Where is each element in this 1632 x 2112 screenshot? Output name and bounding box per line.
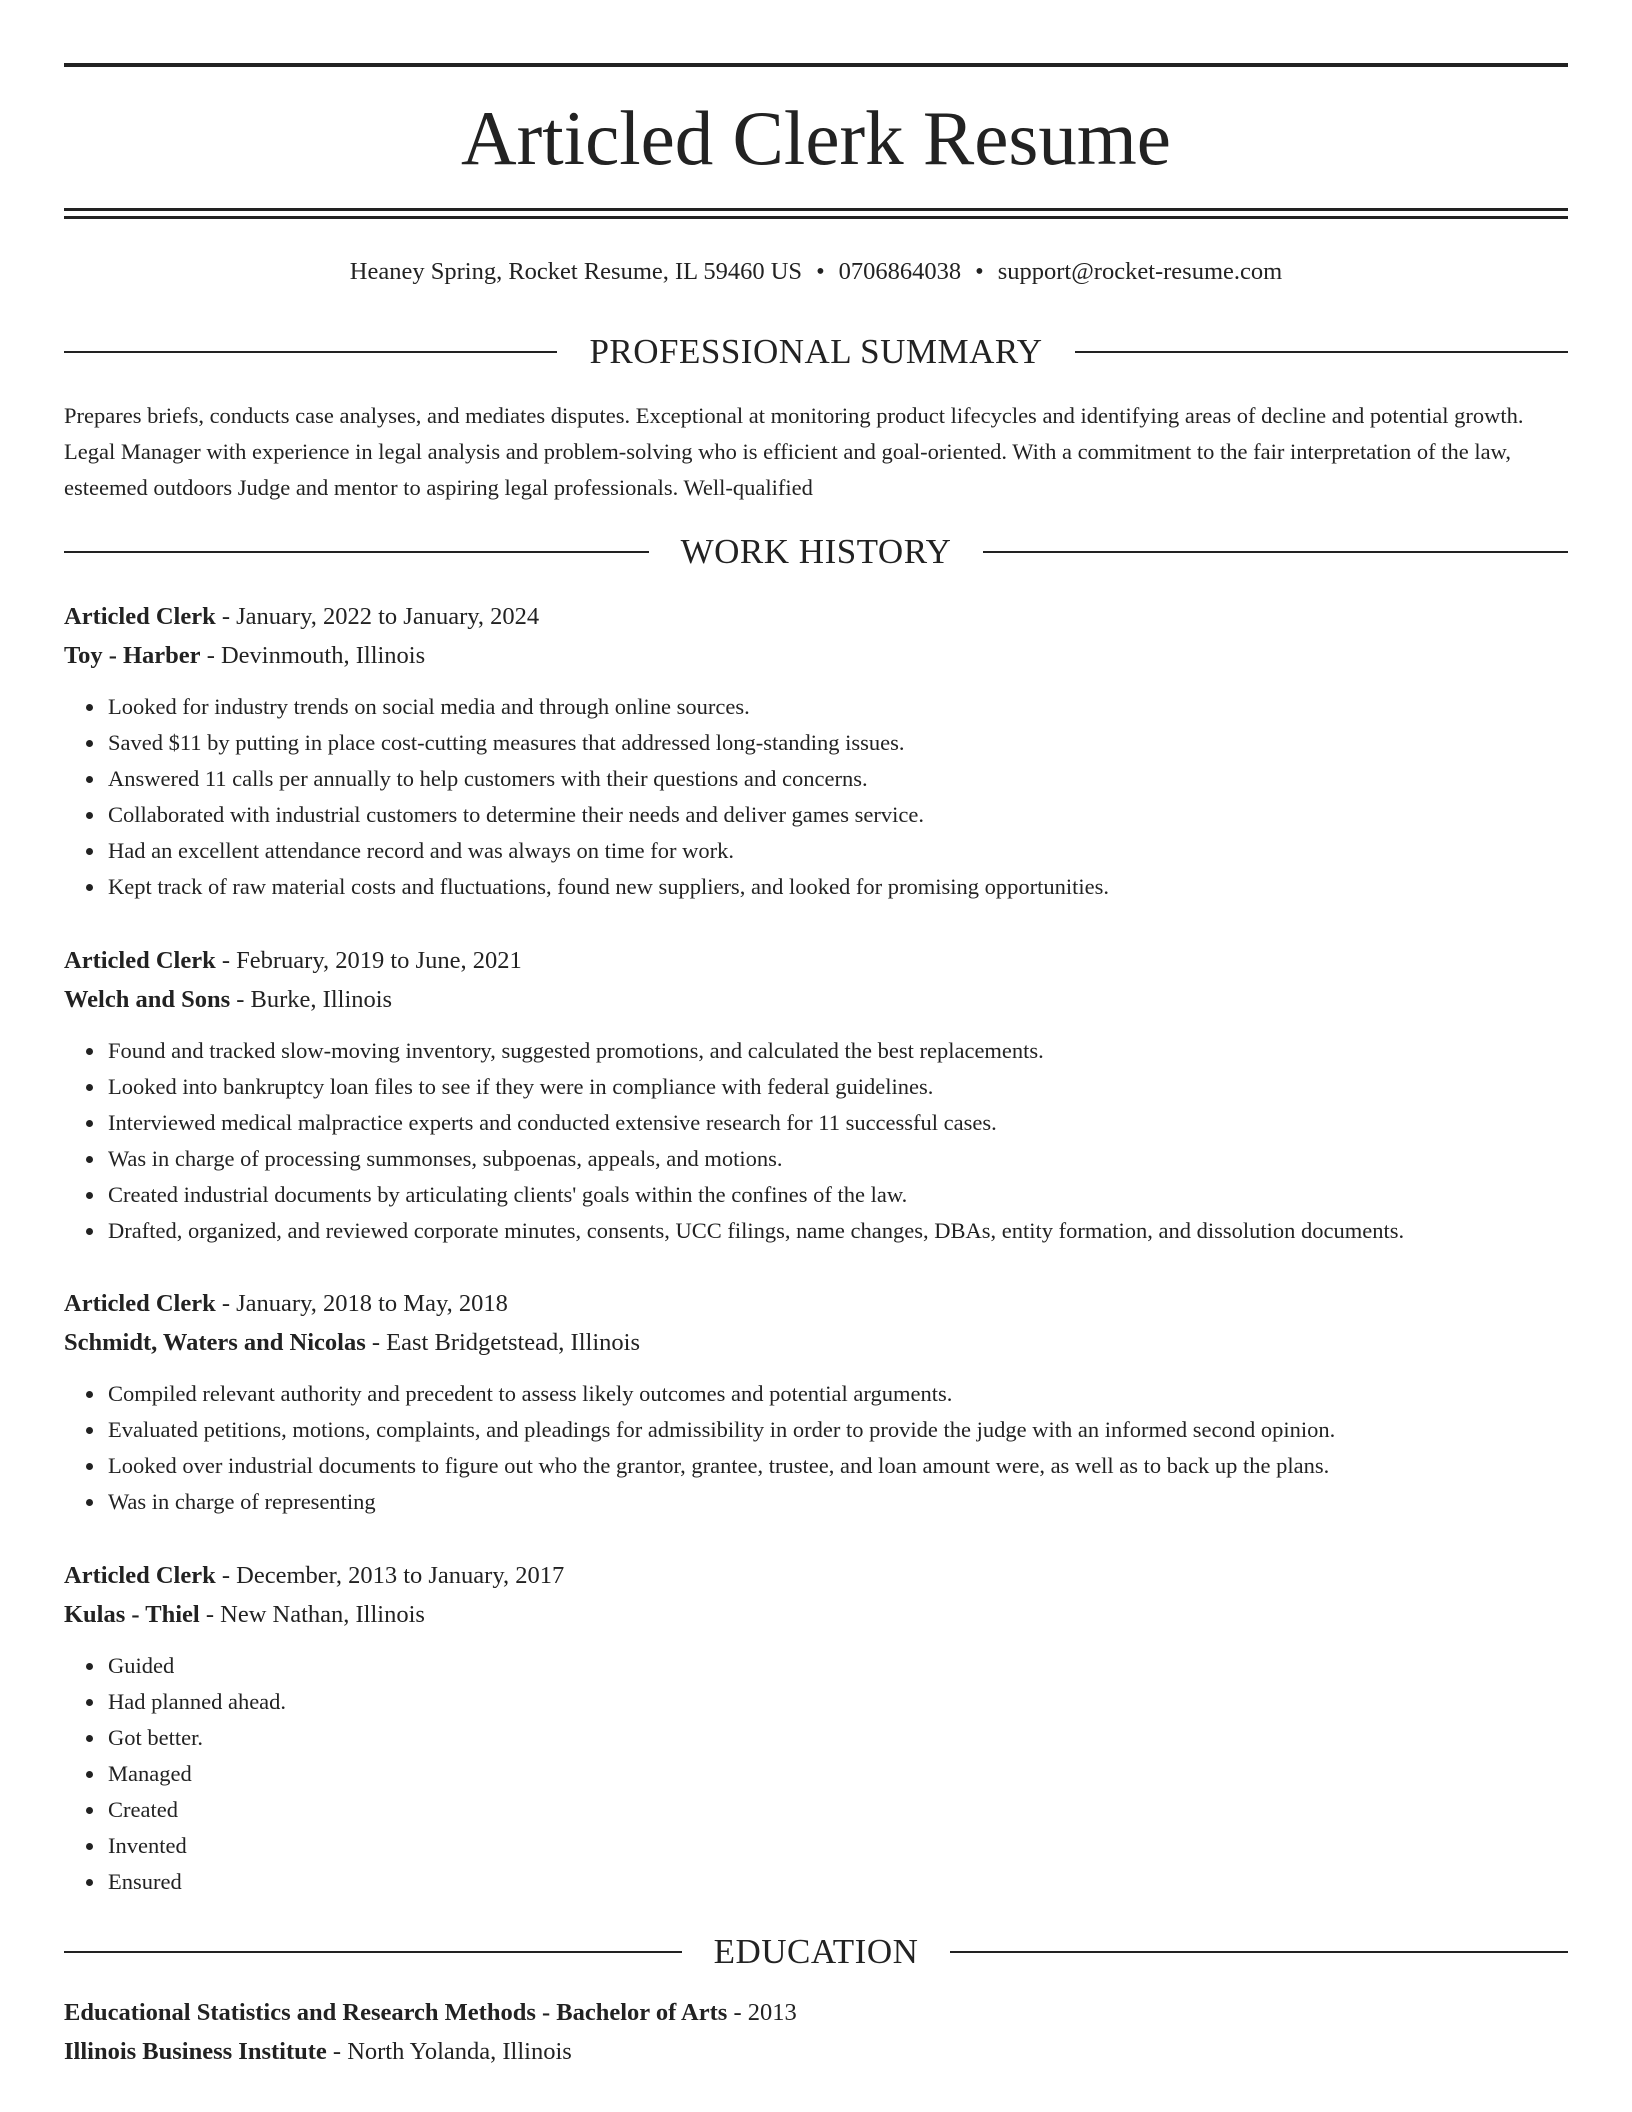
contact-separator: • (975, 258, 984, 285)
dash: - (230, 986, 251, 1013)
list-item: Managed (108, 1756, 1612, 1792)
dash: - (215, 603, 237, 630)
heading-rule (1075, 351, 1568, 353)
job-company-line (64, 982, 1568, 1018)
list-item: Answered 11 calls per annually to help customers with their questions and concerns. (108, 761, 1612, 797)
job-bullets (64, 689, 1612, 905)
list-item: Compiled relevant authority and precedent to assess likely outcomes and potential arguments. (108, 1376, 1612, 1412)
summary-text: Prepares briefs, conducts case analyses, and mediates disputes. Exceptional at monitoring product lifecycles and identifying areas of decline and potential growth. Legal Manager with experience in legal analysis and problem-solving who is efficient and goal-oriented. With a commitment to the fair interpretation of the law, esteemed outdoors Judge and mentor to aspiring legal professionals. Well-qualified (64, 403, 1524, 500)
summary-heading-label: PROFESSIONAL SUMMARY (589, 332, 1043, 371)
contact-address: Heaney Spring, Rocket Resume, IL 59460 US (349, 258, 803, 285)
job-title: Articled Clerk (64, 1290, 216, 1317)
education-heading (64, 1930, 1568, 1974)
job-company: Schmidt, Waters and Nicolas (64, 1329, 366, 1356)
list-item: Collaborated with industrial customers to determine their needs and deliver games service. (108, 797, 1612, 833)
contact-separator: • (816, 258, 825, 285)
resume-title: Articled Clerk Resume (461, 95, 1171, 181)
heading-rule (64, 551, 649, 553)
heading-rule (64, 351, 557, 353)
heading-rule (950, 1951, 1568, 1953)
job-title: Articled Clerk (64, 1562, 216, 1589)
job-company-line (64, 1325, 1568, 1361)
list-item: Drafted, organized, and reviewed corporate minutes, consents, UCC filings, name changes, DBAs, entity formation, and dissolution documents. (108, 1213, 1612, 1249)
job-title-line (64, 1558, 1568, 1594)
list-item: Ensured (108, 1864, 1612, 1900)
work-history-heading (64, 530, 1568, 574)
dash: - (727, 1999, 748, 2026)
job-bullets (64, 1376, 1612, 1520)
list-item: Found and tracked slow-moving inventory, suggested promotions, and calculated the best replacements. (108, 1033, 1612, 1069)
dash: - (326, 2038, 348, 2065)
job-location: New Nathan, Illinois (220, 1601, 425, 1628)
education-school: Illinois Business Institute (64, 2038, 327, 2065)
title-rule-upper (64, 208, 1568, 211)
list-item: Created industrial documents by articulating clients' goals within the confines of the law. (108, 1177, 1612, 1213)
dash: - (215, 947, 237, 974)
job-location: East Bridgetstead, Illinois (386, 1329, 640, 1356)
list-item: Was in charge of processing summonses, subpoenas, appeals, and motions. (108, 1141, 1612, 1177)
list-item: Got better. (108, 1720, 1612, 1756)
list-item: Looked into bankruptcy loan files to see if they were in compliance with federal guidelines. (108, 1069, 1612, 1105)
work-history-heading-label: WORK HISTORY (680, 532, 952, 571)
list-item: Had an excellent attendance record and was always on time for work. (108, 833, 1612, 869)
list-item: Invented (108, 1828, 1612, 1864)
dash: - (199, 1601, 221, 1628)
job-company-line (64, 638, 1568, 674)
job-bullets (64, 1033, 1612, 1249)
job-title: Articled Clerk (64, 603, 216, 630)
contact-email: support@rocket-resume.com (997, 258, 1283, 285)
job-title-line (64, 1286, 1568, 1322)
list-item: Had planned ahead. (108, 1684, 1612, 1720)
dash: - (215, 1290, 237, 1317)
list-item: Looked over industrial documents to figure out who the grantor, grantee, trustee, and loan amount were, as well as to back up the plans. (108, 1448, 1612, 1484)
dash: - (215, 1562, 237, 1589)
job-title-line (64, 599, 1568, 635)
top-rule (64, 63, 1568, 67)
job-location: Burke, Illinois (250, 986, 393, 1013)
title-rule-lower (64, 216, 1568, 219)
job-bullets (64, 1648, 1612, 1900)
list-item: Kept track of raw material costs and fluctuations, found new suppliers, and looked for promising opportunities. (108, 869, 1612, 905)
job-dates: February, 2019 to June, 2021 (236, 947, 522, 974)
education-degree-line (64, 1995, 1568, 2031)
summary-heading (64, 330, 1568, 374)
job-title-line (64, 943, 1568, 979)
list-item: Guided (108, 1648, 1612, 1684)
list-item: Saved $11 by putting in place cost-cutting measures that addressed long-standing issues. (108, 725, 1612, 761)
job-company-line (64, 1597, 1568, 1633)
education-heading-label: EDUCATION (713, 1932, 919, 1971)
job-company: Kulas - Thiel (64, 1601, 200, 1628)
education-school-line (64, 2034, 1568, 2070)
dash: - (200, 642, 221, 669)
job-title: Articled Clerk (64, 947, 216, 974)
contact-phone: 0706864038 (838, 258, 962, 285)
job-dates: January, 2018 to May, 2018 (236, 1290, 508, 1317)
list-item: Was in charge of representing (108, 1484, 1612, 1520)
contact-line (64, 254, 1568, 290)
list-item: Evaluated petitions, motions, complaints, and pleadings for admissibility in order to provide the judge with an informed second opinion. (108, 1412, 1612, 1448)
list-item: Interviewed medical malpractice experts and conducted extensive research for 11 successful cases. (108, 1105, 1612, 1141)
job-dates: December, 2013 to January, 2017 (236, 1562, 565, 1589)
job-location: Devinmouth, Illinois (220, 642, 426, 669)
heading-rule (983, 551, 1568, 553)
heading-rule (64, 1951, 682, 1953)
dash: - (365, 1329, 387, 1356)
list-item: Created (108, 1792, 1612, 1828)
education-degree: Educational Statistics and Research Methods - Bachelor of Arts (64, 1999, 728, 2026)
job-dates: January, 2022 to January, 2024 (236, 603, 540, 630)
job-company: Welch and Sons (64, 986, 231, 1013)
list-item: Looked for industry trends on social media and through online sources. (108, 689, 1612, 725)
education-year: 2013 (747, 1999, 797, 2026)
education-location: North Yolanda, Illinois (347, 2038, 572, 2065)
job-company: Toy - Harber (64, 642, 201, 669)
